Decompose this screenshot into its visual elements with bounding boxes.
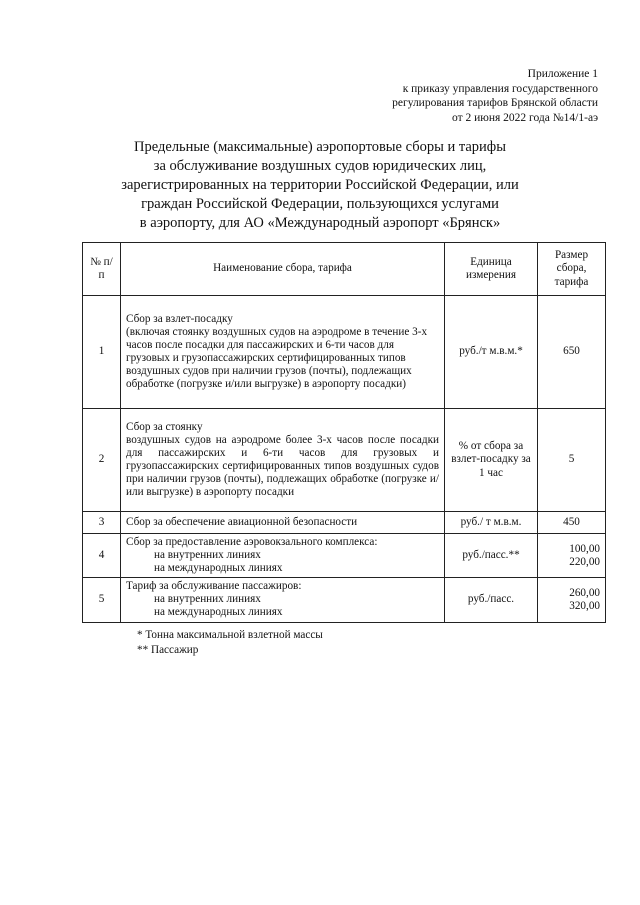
row-num: 4 [83, 534, 121, 578]
row-name: Сбор за предоставление аэровокзального комплекса: [126, 536, 378, 548]
table-row [83, 534, 606, 578]
header-unit: Единица измерения [445, 243, 538, 296]
row-value-cell [538, 534, 606, 578]
row-name-cell [121, 578, 445, 622]
row-num: 2 [83, 409, 121, 512]
title-line: зарегистрированных на территории Российской Федерации, или [121, 177, 519, 193]
tariff-table [82, 242, 606, 623]
row-unit: руб./ т м.в.м. [445, 512, 538, 534]
table-row [83, 296, 606, 409]
title-line: Предельные (максимальные) аэропортовые сборы и тарифы [134, 139, 506, 155]
row-value-domestic: 260,00 [569, 586, 600, 599]
title-line: граждан Российской Федерации, пользующихся услугами [141, 196, 499, 212]
row-num: 3 [83, 512, 121, 534]
row-name: Сбор за обеспечение авиационной безопасности [121, 512, 445, 534]
row-unit: руб./т м.в.м.* [445, 296, 538, 409]
table-row [83, 578, 606, 622]
row-num: 5 [83, 578, 121, 622]
row-value-international: 220,00 [569, 555, 600, 568]
header-value: Размер сбора, тарифа [538, 243, 606, 296]
row-detail: воздушных судов на аэродроме более 3-х часов после посадки для пассажирских и 6-ти часов для грузовых и грузопассажирских сертифицированных типов воздушных судов при наличии грузов (почты), подлежащих обработке (погрузке и/или выгрузке) в аэропорту посадки [126, 433, 439, 499]
header-name: Наименование сбора, тарифа [121, 243, 445, 296]
footnote-tonnage: * Тонна максимальной взлетной массы [137, 629, 323, 641]
row-value: 450 [538, 512, 606, 534]
row-unit: руб./пасс. [445, 578, 538, 622]
table-header-row [83, 243, 606, 296]
row-value-domestic: 100,00 [569, 542, 600, 555]
row-sub-international: на международных линиях [154, 562, 283, 575]
row-sub-domestic: на внутренних линиях [154, 593, 261, 606]
row-name-cell [121, 409, 445, 512]
row-sub-international: на международных линиях [154, 606, 283, 619]
row-name: Сбор за стоянку [126, 420, 203, 433]
title-line: за обслуживание воздушных судов юридических лиц, [153, 158, 487, 174]
row-name-cell [121, 296, 445, 409]
appendix-order-line: к приказу управления государственного [402, 82, 598, 95]
appendix-authority-line: регулирования тарифов Брянской области [392, 97, 598, 109]
row-name: Тариф за обслуживание пассажиров: [126, 580, 302, 593]
row-value: 650 [538, 296, 606, 409]
row-sub-domestic: на внутренних линиях [154, 549, 261, 562]
appendix-date-line: от 2 июня 2022 года №14/1-аэ [451, 111, 598, 124]
row-name-cell [121, 534, 445, 578]
document-title [60, 138, 580, 233]
table-row [83, 512, 606, 534]
appendix-label: Приложение 1 [527, 68, 598, 80]
footnotes [137, 628, 323, 657]
row-name: Сбор за взлет-посадку [126, 312, 233, 325]
row-unit: руб./пасс.** [445, 534, 538, 578]
row-value-cell [538, 578, 606, 622]
title-line: в аэропорту, для АО «Международный аэропорт «Брянск» [139, 215, 501, 231]
row-detail: (включая стоянку воздушных судов на аэродроме в течение 3-х часов после посадки для пассажирских и 6-ти часов для грузовых и грузопассажирских сертифицированных типов воздушных судов при наличии грузов (почты), подлежащих обработке (погрузке и/или выгрузке) в аэропорту посадки) [126, 325, 428, 391]
header-num: № п/п [83, 243, 121, 296]
appendix-block [298, 67, 598, 125]
row-num: 1 [83, 296, 121, 409]
footnote-passenger: ** Пассажир [137, 643, 199, 656]
row-value-international: 320,00 [569, 599, 600, 612]
row-value: 5 [538, 409, 606, 512]
table-row [83, 409, 606, 512]
row-unit: % от сбора за взлет-посадку за 1 час [445, 409, 538, 512]
